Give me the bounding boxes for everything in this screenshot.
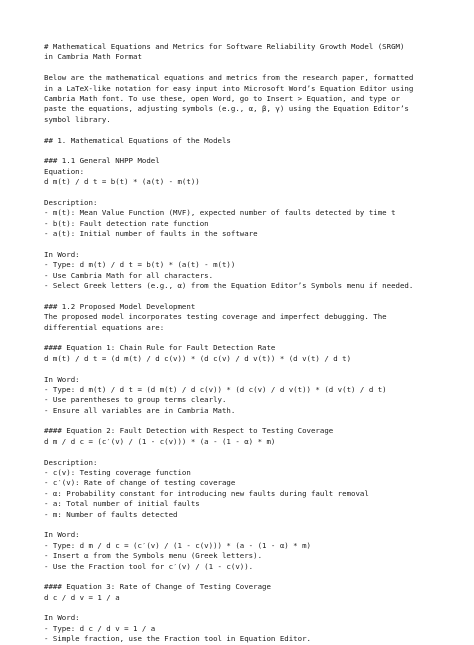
blank-line	[44, 520, 468, 530]
subsubsection-heading: #### Equation 2: Fault Detection with Respect to Testing Coverage	[44, 426, 334, 436]
list-item: - b(t): Fault detection rate function	[44, 218, 209, 228]
text-line: Description:	[44, 457, 98, 467]
text-line: In Word:	[44, 249, 80, 259]
text-line: Below are the mathematical equations and metrics from the research paper, formatted	[44, 73, 414, 83]
text-line: in Cambria Math Format	[44, 52, 142, 62]
list-item: - Ensure all variables are in Cambria Math.	[44, 405, 236, 415]
text-line: d c / d v = 1 / a	[44, 592, 120, 602]
text-line: d m(t) / d t = b(t) * (a(t) - m(t))	[44, 177, 200, 187]
text-line: In Word:	[44, 530, 80, 540]
text-line: paste the equations, adjusting symbols (e.g., α, β, γ) using the Equation Editor’s	[44, 104, 409, 114]
blank-line	[44, 146, 468, 156]
blank-line	[44, 572, 468, 582]
section-heading: ## 1. Mathematical Equations of the Models	[44, 135, 231, 145]
list-item: - Use the Fraction tool for c′(v) / (1 - c(v)).	[44, 561, 254, 571]
list-item: - Type: d c / d v = 1 / a	[44, 623, 156, 633]
blank-line	[44, 603, 468, 613]
list-item: - m(t): Mean Value Function (MVF), expected number of faults detected by time t	[44, 208, 396, 218]
blank-line	[44, 239, 468, 249]
text-line: symbol library.	[44, 114, 111, 124]
text-line: d m / d c = (c′(v) / (1 - c(v))) * (a - (1 - α) * m)	[44, 436, 276, 446]
list-item: - c(v): Testing coverage function	[44, 468, 191, 478]
list-item: - c′(v): Rate of change of testing coverage	[44, 478, 236, 488]
document-body	[44, 42, 468, 645]
text-line: The proposed model incorporates testing coverage and imperfect debugging. The	[44, 312, 387, 322]
list-item: - Type: d m(t) / d t = (d m(t) / d c(v)) * (d c(v) / d v(t)) * (d v(t) / d t)	[44, 384, 387, 394]
list-item: - Select Greek letters (e.g., α) from the Equation Editor’s Symbols menu if needed.	[44, 280, 414, 290]
list-item: - Use Cambria Math for all characters.	[44, 270, 214, 280]
text-line: Cambria Math font. To use these, open Word, go to Insert > Equation, and type or	[44, 93, 400, 103]
document-title: # Mathematical Equations and Metrics for Software Reliability Growth Model (SRGM)	[44, 42, 405, 51]
text-line: Description:	[44, 197, 98, 207]
text-line: In Word:	[44, 374, 80, 384]
blank-line	[44, 416, 468, 426]
blank-line	[44, 125, 468, 135]
list-item: - m: Number of faults detected	[44, 509, 178, 519]
list-item: - Type: d m(t) / d t = b(t) * (a(t) - m(t))	[44, 260, 236, 270]
blank-line	[44, 447, 468, 457]
blank-line	[44, 187, 468, 197]
list-item: - Type: d m / d c = (c′(v) / (1 - c(v))) * (a - (1 - α) * m)	[44, 540, 311, 550]
blank-line	[44, 63, 468, 73]
subsection-heading: ### 1.1 General NHPP Model	[44, 156, 160, 166]
list-item: - Insert α from the Symbols menu (Greek letters).	[44, 551, 263, 561]
list-item: - a: Total number of initial faults	[44, 499, 200, 509]
text-line: d m(t) / d t = (d m(t) / d c(v)) * (d c(v) / d v(t)) * (d v(t) / d t)	[44, 353, 352, 363]
list-item: - Simple fraction, use the Fraction tool in Equation Editor.	[44, 634, 311, 644]
list-item: - a(t): Initial number of faults in the software	[44, 229, 258, 239]
text-line: Equation:	[44, 166, 85, 176]
subsection-heading: ### 1.2 Proposed Model Development	[44, 301, 196, 311]
text-line: differential equations are:	[44, 322, 165, 332]
list-item: - α: Probability constant for introducing new faults during fault removal	[44, 488, 369, 498]
text-line: In Word:	[44, 613, 80, 623]
blank-line	[44, 364, 468, 374]
text-line: in a LaTeX-like notation for easy input into Microsoft Word’s Equation Editor using	[44, 83, 414, 93]
subsubsection-heading: #### Equation 1: Chain Rule for Fault Detection Rate	[44, 343, 276, 353]
list-item: - Use parentheses to group terms clearly.	[44, 395, 227, 405]
blank-line	[44, 333, 468, 343]
blank-line	[44, 291, 468, 301]
subsubsection-heading: #### Equation 3: Rate of Change of Testing Coverage	[44, 582, 271, 592]
